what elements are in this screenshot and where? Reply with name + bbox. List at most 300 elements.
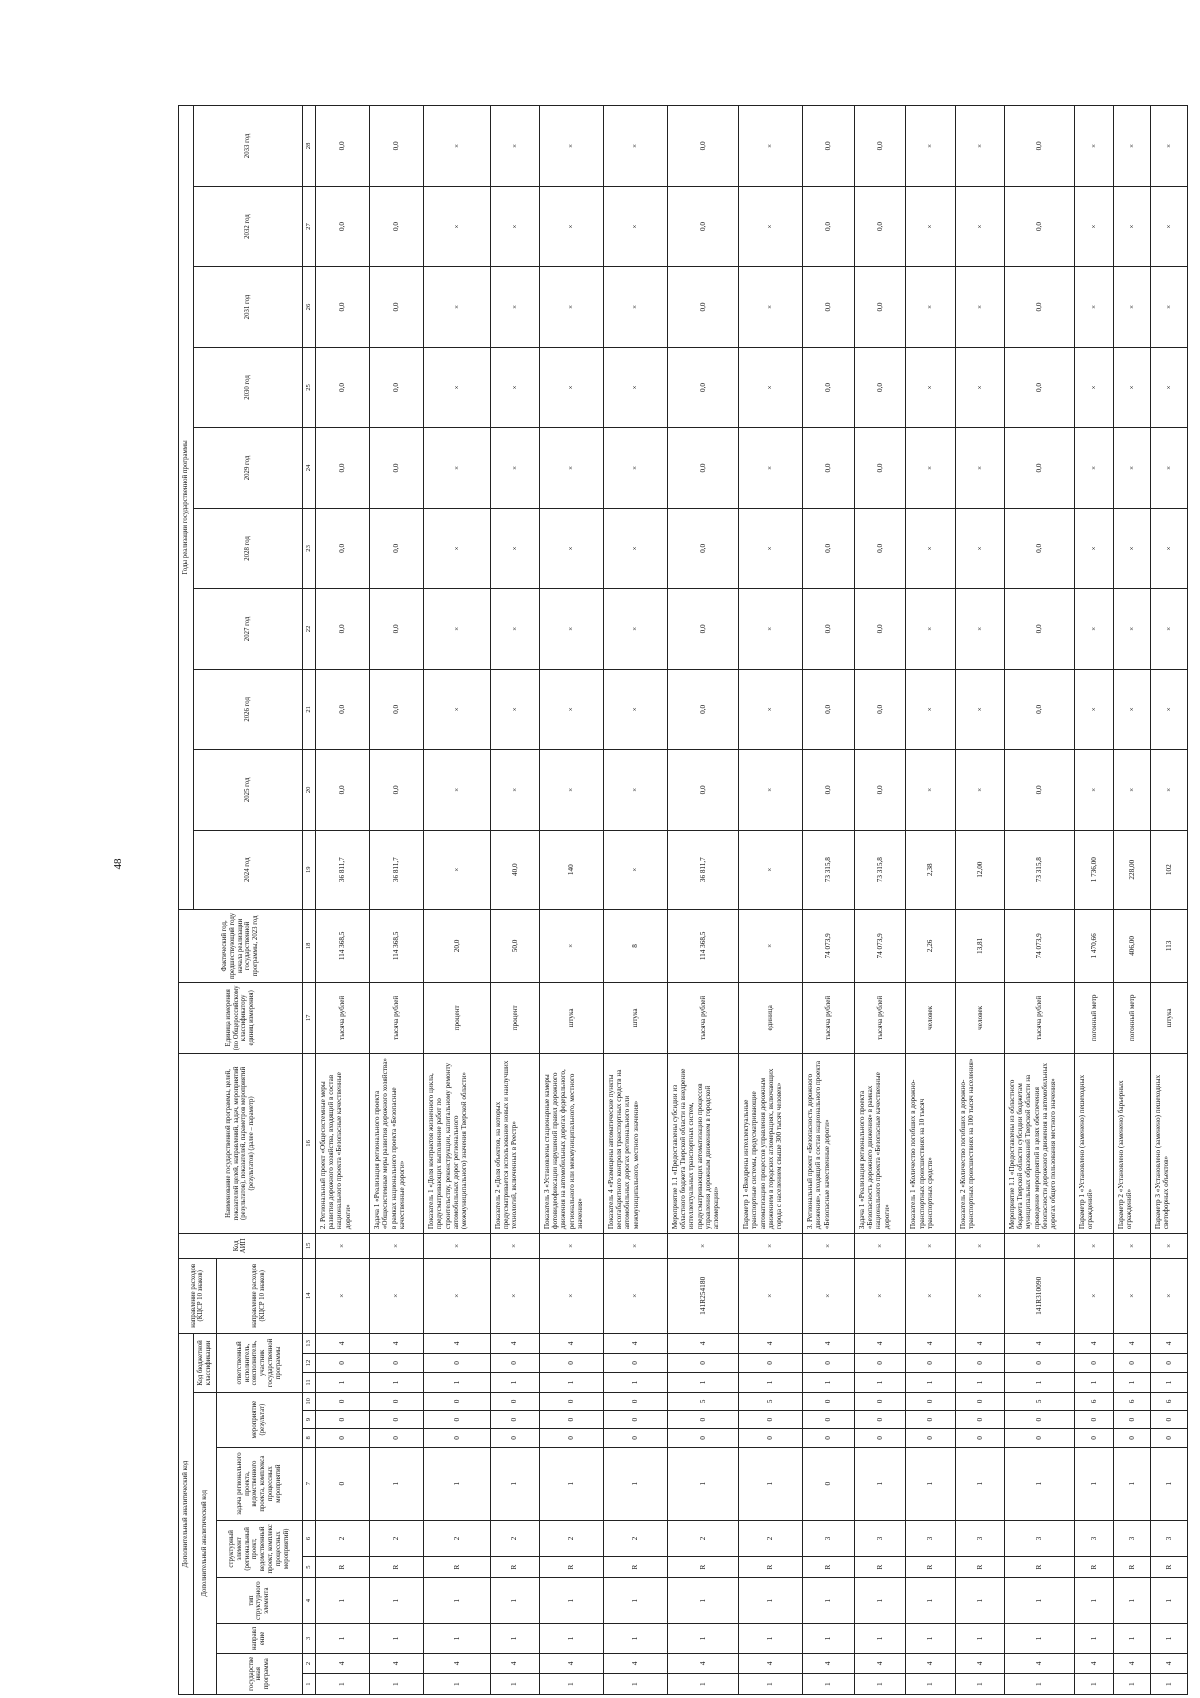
- year-value-cell: 0,0: [369, 428, 423, 508]
- year-value-cell: ×: [490, 267, 539, 347]
- code-cell: 0: [369, 1429, 423, 1447]
- code-cell: ×: [369, 1234, 423, 1258]
- header-fact: Фактический год, предшествующий году начала реализации государственной программы, 2023 год: [179, 909, 303, 982]
- code-cell: R: [539, 1557, 603, 1578]
- year-value-cell: ×: [603, 589, 667, 669]
- code-cell: ×: [803, 1234, 855, 1258]
- year-value-cell: 0,0: [854, 428, 906, 508]
- code-cell: 1: [955, 1624, 1004, 1653]
- year-value-cell: ×: [1150, 428, 1187, 508]
- column-number: 8: [302, 1429, 315, 1447]
- code-cell: 1: [603, 1577, 667, 1623]
- table-row: [424, 106, 490, 1695]
- year-value-cell: 0,0: [803, 750, 855, 830]
- code-cell: 4: [854, 1334, 906, 1354]
- column-number: 24: [302, 428, 315, 508]
- year-value-cell: ×: [1114, 106, 1151, 187]
- code-cell: 0: [490, 1392, 539, 1410]
- column-number: 18: [302, 909, 315, 982]
- year-value-cell: 228,00: [1114, 830, 1151, 909]
- year-value-cell: 0,0: [1004, 267, 1074, 347]
- code-cell: 1: [906, 1674, 955, 1695]
- code-cell: 0: [739, 1429, 803, 1447]
- code-cell: 5: [667, 1392, 738, 1410]
- code-cell: 1: [369, 1447, 423, 1520]
- year-value-cell: 0,0: [315, 347, 369, 427]
- code-cell: ×: [490, 1234, 539, 1258]
- code-cell: ×: [854, 1258, 906, 1334]
- code-cell: 4: [539, 1334, 603, 1354]
- code-cell: R: [906, 1557, 955, 1578]
- code-cell: 1: [1004, 1447, 1074, 1520]
- code-cell: 4: [906, 1653, 955, 1674]
- column-number: 22: [302, 589, 315, 669]
- code-cell: 1: [854, 1624, 906, 1653]
- code-cell: 1: [1074, 1447, 1113, 1520]
- unit-cell: тысяча рублей: [803, 982, 855, 1053]
- year-value-cell: 73 315,8: [803, 830, 855, 909]
- code-cell: R: [1004, 1557, 1074, 1578]
- code-cell: R: [1074, 1557, 1113, 1578]
- code-cell: 4: [539, 1653, 603, 1674]
- code-cell: ×: [906, 1234, 955, 1258]
- header-event: мероприятие (результат): [216, 1392, 302, 1447]
- code-cell: 1: [667, 1373, 738, 1393]
- code-cell: 4: [803, 1334, 855, 1354]
- code-cell: 1: [539, 1674, 603, 1695]
- column-number: 7: [302, 1447, 315, 1520]
- item-name-cell: Показатель 2 «Доля объектов, на которых предусматривается использование новых и наилучших технологий, включенных в Реестр»: [490, 1053, 539, 1233]
- code-cell: ×: [906, 1258, 955, 1334]
- code-cell: 0: [490, 1429, 539, 1447]
- unit-cell: тысяча рублей: [667, 982, 738, 1053]
- year-value-cell: ×: [739, 750, 803, 830]
- year-value-cell: ×: [955, 347, 1004, 427]
- year-value-cell: 0,0: [803, 347, 855, 427]
- column-number: 23: [302, 508, 315, 588]
- item-name-cell: Задача 1 «Реализация регионального проекта «Безопасность дорожного движения» в рамках национального проекта «Безопасные качественные дороги»: [854, 1053, 906, 1233]
- code-cell: ×: [667, 1234, 738, 1258]
- year-value-cell: ×: [739, 347, 803, 427]
- table-row: [369, 106, 423, 1695]
- code-cell: 0: [955, 1353, 1004, 1373]
- code-cell: ×: [490, 1258, 539, 1334]
- code-cell: 1: [906, 1373, 955, 1393]
- year-value-cell: ×: [424, 589, 490, 669]
- year-value-cell: ×: [1150, 106, 1187, 187]
- code-cell: 4: [955, 1653, 1004, 1674]
- year-value-cell: 0,0: [1004, 186, 1074, 266]
- header-year-2026: 2026 год: [193, 669, 302, 749]
- code-cell: ×: [603, 1234, 667, 1258]
- code-cell: 1: [369, 1674, 423, 1695]
- year-value-cell: ×: [1074, 267, 1113, 347]
- unit-cell: погонный метр: [1074, 982, 1113, 1053]
- column-number: 20: [302, 750, 315, 830]
- table-row: [667, 106, 738, 1695]
- code-cell: 1: [1004, 1577, 1074, 1623]
- code-cell: ×: [424, 1234, 490, 1258]
- year-value-cell: 12,00: [955, 830, 1004, 909]
- year-value-cell: ×: [955, 750, 1004, 830]
- column-number: 5: [302, 1557, 315, 1578]
- code-cell: 4: [1074, 1653, 1113, 1674]
- code-cell: 1: [739, 1447, 803, 1520]
- year-value-cell: ×: [603, 750, 667, 830]
- item-name-cell: Мероприятие 1.1 «Предоставлены из областного бюджета Тверской области субсидии бюджетам муниципальных образований Тверской области на проведение мероприятий в целях обеспечения безопасности дорожного движения на автомобильных дорогах общего пользования местного значения»: [1004, 1053, 1074, 1233]
- year-value-cell: ×: [1150, 750, 1187, 830]
- code-cell: 0: [667, 1410, 738, 1428]
- year-value-cell: ×: [424, 347, 490, 427]
- year-value-cell: ×: [1114, 508, 1151, 588]
- year-value-cell: ×: [955, 589, 1004, 669]
- fact-value-cell: 74 073,9: [1004, 909, 1074, 982]
- code-cell: 0: [1074, 1353, 1113, 1373]
- year-value-cell: ×: [906, 750, 955, 830]
- code-cell: 0: [369, 1353, 423, 1373]
- header-name: Наименование государственной программы, целей, показателей целей, направлений, задач, мероприятий (результатов), показателей, параметров мероприятий (результатов) (далее – параметр): [179, 1053, 303, 1233]
- code-cell: 0: [803, 1429, 855, 1447]
- code-cell: 0: [955, 1410, 1004, 1428]
- header-executor: ответственный исполнитель, соисполнитель, участник государственной программы: [216, 1334, 302, 1393]
- code-cell: 1: [424, 1624, 490, 1653]
- table-row: [1150, 106, 1187, 1695]
- code-cell: 1: [854, 1674, 906, 1695]
- code-cell: ×: [369, 1258, 423, 1334]
- code-cell: 1: [739, 1373, 803, 1393]
- code-cell: R: [1150, 1557, 1187, 1578]
- header-struct-element: структурный элемент (региональный проект, ведомственный проект, комплекс процессных мероприятий): [216, 1520, 302, 1577]
- fact-value-cell: 50,0: [490, 909, 539, 982]
- column-number: 27: [302, 186, 315, 266]
- item-name-cell: Параметр 3 «Установлено (заменено) пешеходных светофорных объектов»: [1150, 1053, 1187, 1233]
- code-cell: 1: [803, 1577, 855, 1623]
- fact-value-cell: 74 073,9: [803, 909, 855, 982]
- code-cell: 1: [1074, 1373, 1113, 1393]
- year-value-cell: ×: [490, 106, 539, 187]
- unit-cell: человек: [955, 982, 1004, 1053]
- year-value-cell: ×: [739, 106, 803, 187]
- code-cell: ×: [1114, 1258, 1151, 1334]
- year-value-cell: ×: [424, 508, 490, 588]
- year-value-cell: ×: [539, 508, 603, 588]
- year-value-cell: ×: [490, 186, 539, 266]
- year-value-cell: 0,0: [1004, 589, 1074, 669]
- code-cell: 1: [1114, 1624, 1151, 1653]
- year-value-cell: ×: [539, 750, 603, 830]
- year-value-cell: ×: [539, 669, 603, 749]
- year-value-cell: ×: [539, 589, 603, 669]
- code-cell: 0: [854, 1410, 906, 1428]
- code-cell: ×: [539, 1234, 603, 1258]
- year-value-cell: 0,0: [315, 750, 369, 830]
- code-cell: 1: [315, 1577, 369, 1623]
- code-cell: 1: [1150, 1447, 1187, 1520]
- code-cell: 1: [490, 1447, 539, 1520]
- year-value-cell: ×: [424, 267, 490, 347]
- fact-value-cell: ×: [739, 909, 803, 982]
- code-cell: 0: [539, 1353, 603, 1373]
- program-table: [178, 105, 1188, 1695]
- unit-cell: тысяча рублей: [854, 982, 906, 1053]
- column-number: 11: [302, 1373, 315, 1393]
- unit-cell: тысяча рублей: [369, 982, 423, 1053]
- year-value-cell: ×: [906, 267, 955, 347]
- code-cell: 1: [803, 1674, 855, 1695]
- code-cell: ×: [854, 1234, 906, 1258]
- header-year-2025: 2025 год: [193, 750, 302, 830]
- code-cell: 2: [667, 1520, 738, 1557]
- year-value-cell: ×: [424, 186, 490, 266]
- year-value-cell: 0,0: [803, 186, 855, 266]
- code-cell: 4: [369, 1334, 423, 1354]
- code-cell: 0: [906, 1410, 955, 1428]
- year-value-cell: ×: [424, 428, 490, 508]
- code-cell: 2: [739, 1520, 803, 1557]
- code-cell: ×: [739, 1234, 803, 1258]
- year-value-cell: 0,0: [803, 508, 855, 588]
- code-cell: ×: [539, 1258, 603, 1334]
- code-cell: ×: [1150, 1258, 1187, 1334]
- year-value-cell: 2,38: [906, 830, 955, 909]
- year-value-cell: ×: [1114, 589, 1151, 669]
- year-value-cell: 0,0: [315, 186, 369, 266]
- year-value-cell: ×: [1150, 508, 1187, 588]
- year-value-cell: ×: [490, 428, 539, 508]
- header-direction: направление: [216, 1624, 302, 1653]
- code-cell: 0: [424, 1392, 490, 1410]
- year-value-cell: ×: [603, 428, 667, 508]
- code-cell: 5: [739, 1392, 803, 1410]
- year-value-cell: 102: [1150, 830, 1187, 909]
- code-cell: 4: [854, 1653, 906, 1674]
- code-cell: 1: [369, 1624, 423, 1653]
- code-cell: 0: [1114, 1353, 1151, 1373]
- column-number: 25: [302, 347, 315, 427]
- year-value-cell: 0,0: [369, 186, 423, 266]
- code-cell: 0: [667, 1429, 738, 1447]
- code-cell: 4: [490, 1334, 539, 1354]
- year-value-cell: ×: [424, 750, 490, 830]
- year-value-cell: 0,0: [315, 428, 369, 508]
- unit-cell: тысяча рублей: [315, 982, 369, 1053]
- rotated-table-container: [178, 105, 1188, 1695]
- header-year-2030: 2030 год: [193, 347, 302, 427]
- column-number: 9: [302, 1410, 315, 1428]
- code-cell: 141R310090: [1004, 1258, 1074, 1334]
- header-program: государственная программа: [216, 1653, 302, 1694]
- code-cell: 0: [539, 1410, 603, 1428]
- code-cell: 6: [1074, 1392, 1113, 1410]
- year-value-cell: ×: [1114, 186, 1151, 266]
- year-value-cell: ×: [603, 267, 667, 347]
- code-cell: 0: [539, 1429, 603, 1447]
- year-value-cell: ×: [1114, 750, 1151, 830]
- code-cell: 6: [1150, 1392, 1187, 1410]
- code-cell: 1: [1004, 1373, 1074, 1393]
- code-cell: 4: [1004, 1334, 1074, 1354]
- code-cell: R: [369, 1557, 423, 1578]
- column-number: 13: [302, 1334, 315, 1354]
- code-cell: 4: [739, 1334, 803, 1354]
- code-cell: 0: [424, 1429, 490, 1447]
- code-cell: ×: [1004, 1234, 1074, 1258]
- code-cell: R: [603, 1557, 667, 1578]
- year-value-cell: 0,0: [1004, 669, 1074, 749]
- header-budget-code: Код бюджетной классификации: [193, 1334, 216, 1393]
- year-value-cell: ×: [490, 589, 539, 669]
- code-cell: ×: [1114, 1234, 1151, 1258]
- code-cell: ×: [955, 1234, 1004, 1258]
- code-cell: 1: [955, 1577, 1004, 1623]
- year-value-cell: ×: [1150, 347, 1187, 427]
- column-number: 16: [302, 1053, 315, 1233]
- year-value-cell: 0,0: [854, 508, 906, 588]
- document-table-area: [178, 105, 1188, 1695]
- code-cell: 0: [1150, 1353, 1187, 1373]
- header-year-2031: 2031 год: [193, 267, 302, 347]
- code-cell: R: [739, 1557, 803, 1578]
- year-value-cell: 140: [539, 830, 603, 909]
- fact-value-cell: 114 368,5: [369, 909, 423, 982]
- code-cell: 4: [1150, 1334, 1187, 1354]
- code-cell: 4: [906, 1334, 955, 1354]
- year-value-cell: ×: [603, 830, 667, 909]
- column-number: 19: [302, 830, 315, 909]
- code-cell: 1: [739, 1674, 803, 1695]
- item-name-cell: 3. Региональный проект «Безопасность дорожного движения», входящий в состав национального проекта «Безопасные качественные дороги»: [803, 1053, 855, 1233]
- code-cell: 1: [1150, 1577, 1187, 1623]
- year-value-cell: ×: [539, 347, 603, 427]
- code-cell: 2: [424, 1520, 490, 1557]
- year-value-cell: 0,0: [315, 669, 369, 749]
- column-number: 21: [302, 669, 315, 749]
- item-name-cell: Мероприятие 1.1 «Предоставлены субсидии из областного бюджета Тверской области на внедрение интеллектуальных транспортных систем, предусматривающих автоматизацию процессов управления дорожным движением в городской агломерации»: [667, 1053, 738, 1233]
- year-value-cell: 0,0: [803, 106, 855, 187]
- code-cell: 1: [854, 1577, 906, 1623]
- code-cell: 1: [603, 1447, 667, 1520]
- code-cell: 1: [803, 1373, 855, 1393]
- code-cell: 1: [667, 1674, 738, 1695]
- code-cell: ×: [603, 1258, 667, 1334]
- code-cell: 2: [603, 1520, 667, 1557]
- code-cell: 1: [369, 1577, 423, 1623]
- year-value-cell: 0,0: [315, 508, 369, 588]
- code-cell: 1: [1074, 1624, 1113, 1653]
- code-cell: 1: [1074, 1577, 1113, 1623]
- code-cell: 4: [424, 1334, 490, 1354]
- code-cell: ×: [955, 1258, 1004, 1334]
- year-value-cell: ×: [906, 106, 955, 187]
- year-value-cell: ×: [1074, 589, 1113, 669]
- item-name-cell: Параметр 2 «Установлено (заменено) барьерных ограждений»: [1114, 1053, 1151, 1233]
- item-name-cell: Показатель 4 «Размещены автоматические пункты весогабаритного контроля транспортных средств на автомобильных дорогах регионального или межмуниципального, местного значения»: [603, 1053, 667, 1233]
- year-value-cell: 0,0: [667, 750, 738, 830]
- table-row: [1114, 106, 1151, 1695]
- code-cell: 4: [667, 1334, 738, 1354]
- code-cell: 0: [1074, 1429, 1113, 1447]
- header-year-2024: 2024 год: [193, 830, 302, 909]
- code-cell: 2: [490, 1520, 539, 1557]
- code-cell: 1: [1074, 1674, 1113, 1695]
- item-name-cell: 2. Региональный проект «Общесистемные меры развития дорожного хозяйства, входящий в состав национального проекта «Безопасные качественные дороги»: [315, 1053, 369, 1233]
- year-value-cell: ×: [906, 508, 955, 588]
- year-value-cell: ×: [1114, 669, 1151, 749]
- code-cell: 0: [1114, 1429, 1151, 1447]
- table-row: [955, 106, 1004, 1695]
- code-cell: 4: [803, 1653, 855, 1674]
- year-value-cell: ×: [490, 347, 539, 427]
- year-value-cell: ×: [603, 508, 667, 588]
- year-value-cell: 73 315,8: [1004, 830, 1074, 909]
- code-cell: R: [854, 1557, 906, 1578]
- unit-cell: процент: [490, 982, 539, 1053]
- year-value-cell: 0,0: [667, 428, 738, 508]
- column-number: 4: [302, 1577, 315, 1623]
- year-value-cell: ×: [1074, 106, 1113, 187]
- code-cell: 3: [854, 1520, 906, 1557]
- year-value-cell: 0,0: [854, 589, 906, 669]
- unit-cell: штука: [539, 982, 603, 1053]
- year-value-cell: ×: [539, 267, 603, 347]
- year-value-cell: 0,0: [369, 750, 423, 830]
- code-cell: 3: [906, 1520, 955, 1557]
- year-value-cell: 0,0: [667, 669, 738, 749]
- code-cell: 0: [1074, 1410, 1113, 1428]
- column-number: 26: [302, 267, 315, 347]
- code-cell: 0: [803, 1392, 855, 1410]
- fact-value-cell: 406,00: [1114, 909, 1151, 982]
- code-cell: 0: [803, 1447, 855, 1520]
- code-cell: 1: [955, 1373, 1004, 1393]
- year-value-cell: ×: [1114, 428, 1151, 508]
- year-value-cell: ×: [906, 589, 955, 669]
- code-cell: ×: [739, 1258, 803, 1334]
- item-name-cell: Показатель 1 «Доля контрактов жизненного цикла, предусматривающих выполнение работ по строительству, реконструкции, капитальному ремонту автомобильных дорог регионального (межмуниципального) значения Тверской области»: [424, 1053, 490, 1233]
- code-cell: 0: [1004, 1410, 1074, 1428]
- year-value-cell: ×: [1074, 669, 1113, 749]
- year-value-cell: 0,0: [667, 106, 738, 187]
- year-value-cell: 73 315,8: [854, 830, 906, 909]
- code-cell: 1: [539, 1577, 603, 1623]
- code-cell: 4: [1004, 1653, 1074, 1674]
- code-cell: R: [955, 1557, 1004, 1578]
- code-cell: 1: [739, 1624, 803, 1653]
- code-cell: 0: [803, 1410, 855, 1428]
- year-value-cell: ×: [424, 830, 490, 909]
- code-cell: 1: [539, 1624, 603, 1653]
- unit-cell: штука: [1150, 982, 1187, 1053]
- code-cell: 0: [1004, 1353, 1074, 1373]
- year-value-cell: 0,0: [854, 186, 906, 266]
- fact-value-cell: 74 073,9: [854, 909, 906, 982]
- code-cell: ×: [1074, 1234, 1113, 1258]
- year-value-cell: ×: [739, 428, 803, 508]
- code-cell: ×: [1150, 1234, 1187, 1258]
- year-value-cell: ×: [955, 186, 1004, 266]
- header-unit: Единица измерения (по Общероссийскому классификатору единиц измерения): [179, 982, 303, 1053]
- code-cell: 1: [667, 1624, 738, 1653]
- code-cell: 0: [315, 1447, 369, 1520]
- column-number: 10: [302, 1392, 315, 1410]
- header-year-2027: 2027 год: [193, 589, 302, 669]
- column-number: 28: [302, 106, 315, 187]
- code-cell: 1: [1114, 1373, 1151, 1393]
- code-cell: 3: [1150, 1520, 1187, 1557]
- code-cell: 0: [369, 1392, 423, 1410]
- code-cell: 4: [1150, 1653, 1187, 1674]
- column-number: 15: [302, 1234, 315, 1258]
